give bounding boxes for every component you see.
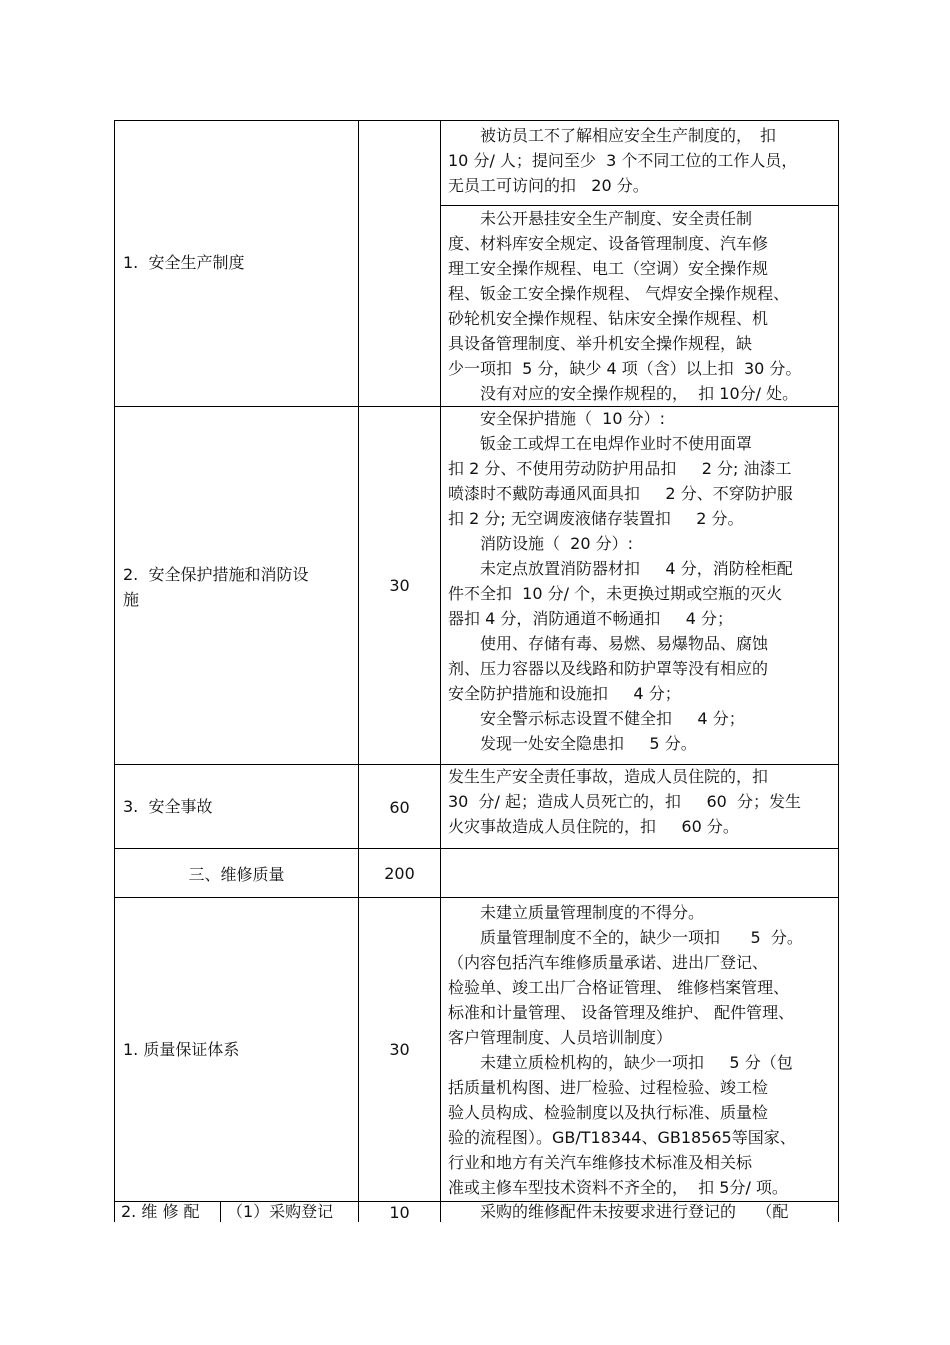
text-line: 扣 2 分; 无空调废液储存装置扣 2 分。 [448,509,744,528]
criteria-text [448,206,801,406]
text-line: 器扣 4 分，消防通道不畅通扣 4 分； [448,609,734,628]
text-line: 验人员构成、检验制度以及执行标准、质量检 [448,1103,769,1122]
score-value: 60 [389,798,410,817]
text-line: 件不全扣 10 分/ 个，未更换过期或空瓶的灭火 [448,584,783,603]
item-name: 2. 维 修 配 [121,1202,200,1221]
row-divider [115,848,838,849]
text-line: （内容包括汽车维修质量承诺、进出厂登记、 [448,953,769,972]
text-line: 程、钣金工安全操作规程、 气焊安全操作规程、 [448,284,790,303]
column-divider [220,1201,221,1222]
text-line: 行业和地方有关汽车维修技术标准及相关标 [448,1153,753,1172]
text-line: 施 [123,590,140,609]
score-value: 30 [389,1040,410,1059]
text-line: 理工安全操作规程、电工（空调）安全操作规 [448,259,769,278]
text-line: 30 分/ 起；造成人员死亡的，扣 60 分；发生 [448,792,801,811]
score-value: 200 [384,864,415,883]
text-line: 2. 安全保护措施和消防设 [123,565,309,584]
text-line: 没有对应的安全操作规程的， 扣 10分/ 处。 [448,384,799,403]
text-line: 安全保护措施（ 10 分）: [448,409,666,428]
text-line: 火灾事故造成人员住院的，扣 60 分。 [448,817,739,836]
text-line: 未定点放置消防器材扣 4 分，消防栓柜配 [448,559,793,578]
text-line: 喷漆时不戴防毒通风面具扣 2 分、不穿防护服 [448,484,793,503]
criteria-text [448,406,793,756]
text-line: 未公开悬挂安全生产制度、安全责任制 [448,209,753,228]
text-line: 未建立质检机构的，缺少一项扣 5 分（包 [448,1053,793,1072]
column-divider [440,121,441,1222]
item-name: 1. 安全生产制度 [123,253,245,272]
assessment-table [114,120,839,1222]
text-line: 质量管理制度不全的，缺少一项扣 5 分。 [448,928,803,947]
text-line: 安全警示标志设置不健全扣 4 分； [448,709,745,728]
section-heading: 三、维修质量 [188,865,285,884]
row-divider [115,897,838,898]
text-line: 客户管理制度、人员培训制度） [448,1028,673,1047]
text-line: 发现一处安全隐患扣 5 分。 [448,734,697,753]
text-line: 扣 2 分、不使用劳动防护用品扣 2 分; 油漆工 [448,459,792,478]
text-line: 采购的维修配件未按要求进行登记的 （配 [448,1202,789,1221]
text-line: 被访员工不了解相应安全生产制度的， 扣 [448,126,777,145]
criteria-text [448,1199,788,1224]
criteria-text [448,900,803,1200]
text-line: 发生生产安全责任事故，造成人员住院的，扣 [448,767,769,786]
text-line: 标准和计量管理、 设备管理及维护、 配件管理、 [448,1003,795,1022]
text-line: 括质量机构图、进厂检验、过程检验、竣工检 [448,1078,769,1097]
text-line: 验的流程图）。GB∕T18344、GB18565等国家、 [448,1128,796,1147]
score-value: 30 [389,576,410,595]
text-line: 安全防护措施和设施扣 4 分； [448,684,681,703]
text-line: 无员工可访问的扣 20 分。 [448,176,649,195]
text-line: 使用、存储有毒、易燃、易爆物品、腐蚀 [448,634,769,653]
text-line: 10 分/ 人；提问至少 3 个不同工位的工作人员， [448,151,798,170]
text-line: 消防设施（ 20 分）: [448,534,634,553]
criteria-text [448,764,801,839]
score-value: 10 [389,1203,410,1222]
text-line: 检验单、竣工出厂合格证管理、 维修档案管理、 [448,978,790,997]
text-line: 具设备管理制度、举升机安全操作规程，缺 [448,334,753,353]
text-line: 剂、压力容器以及线路和防护罩等没有相应的 [448,659,769,678]
sub-item-name: （1）采购登记 [227,1202,334,1221]
text-line: 少一项扣 5 分，缺少 4 项（含）以上扣 30 分。 [448,359,802,378]
item-name: 3. 安全事故 [123,797,213,816]
item-name [123,562,308,612]
text-line: 未建立质量管理制度的不得分。 [448,903,705,922]
text-line: 钣金工或焊工在电焊作业时不使用面罩 [448,434,753,453]
criteria-text [448,123,797,198]
text-line: 准或主修车型技术资料不齐全的， 扣 5分/ 项。 [448,1178,788,1197]
text-line: 砂轮机安全操作规程、钻床安全操作规程、机 [448,309,769,328]
text-line: 度、材料库安全规定、设备管理制度、汽车修 [448,234,769,253]
item-name: 1. 质量保证体系 [123,1040,240,1059]
